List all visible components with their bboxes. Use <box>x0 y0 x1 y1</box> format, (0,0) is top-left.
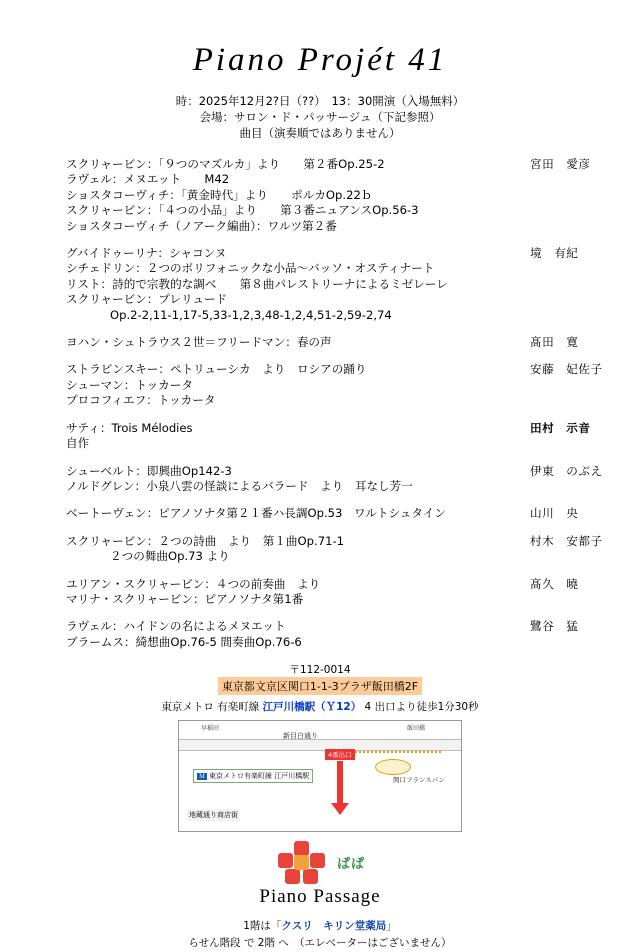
map-route-arrow-head <box>331 803 349 815</box>
performer-name: 境 有紀 <box>530 246 579 261</box>
performer-name: 髙久 曉 <box>530 576 579 591</box>
program-group <box>66 362 622 408</box>
map-label-iidabashi: 飯田橋 <box>407 725 426 733</box>
metro-icon: Ｍ <box>199 773 206 781</box>
program-group <box>66 335 622 350</box>
postal-code: 〒112-0014 <box>289 664 351 677</box>
page-title: Piano Projét 41 <box>192 42 448 78</box>
access-line-prefix: 東京メトロ 有楽町線 <box>161 701 260 714</box>
performer-name: 鷺谷 猛 <box>530 619 579 634</box>
map-station-marker <box>193 769 313 783</box>
map-station-label: 東京メトロ有楽町線 江戸川橋駅 <box>209 772 310 781</box>
logo-text: ぱぱ <box>336 856 365 872</box>
map-oval-shape <box>375 759 411 775</box>
map-dotted-path <box>355 751 441 753</box>
venue-footnote-line2: らせん階段 で 2階 へ （エレベーターはございません） <box>188 937 452 950</box>
performer-name: 安藤 妃佐子 <box>530 362 603 377</box>
program-line: シューベルト：即興曲Op142-3 <box>66 463 232 478</box>
program-line: シチェドリン：２つのポリフォニックな小品～バッソ・オスティナート <box>66 261 435 276</box>
program-group <box>66 506 622 521</box>
performer-name: 田村 示音 <box>530 420 591 435</box>
program-group <box>66 421 622 452</box>
access-line-suffix: 4 出口より徒歩1分30秒 <box>364 701 479 714</box>
program-line: ２つの舞曲Op.73 より <box>110 549 230 564</box>
program-line: プロコフィエフ：トッカータ <box>66 393 216 408</box>
header-info <box>0 93 640 141</box>
access-station: 江戸川橋駅（Ｙ12） <box>262 701 362 714</box>
event-note: 曲目（演奏順ではありません） <box>239 126 401 140</box>
map-exit-marker: 4番出口 <box>325 749 355 760</box>
program-line: ノルドグレン：小泉八雲の怪談によるバラード より 耳なし芳一 <box>66 478 413 493</box>
program-line: ラヴェル：ハイドンの名によるメヌエット <box>66 619 286 634</box>
location-map <box>178 720 462 832</box>
venue-name: Piano Passage <box>259 886 381 908</box>
program-line: グバイドゥーリナ：シャコンヌ <box>66 246 227 261</box>
access-info <box>0 699 640 714</box>
program-group <box>66 577 622 608</box>
performer-name: 村木 安都子 <box>530 533 603 548</box>
venue-address: 東京都文京区関口1-1-3プラザ飯田橋2F <box>218 677 422 695</box>
program-line: ブラームス：綺想曲Op.76-5 間奏曲Op.76-6 <box>66 634 302 649</box>
program-line: Op.2-2,11-1,17-5,33-1,2,3,48-1,2,4,51-2,59-2,74 <box>110 307 392 322</box>
program-line: マリナ・スクリャービン：ピアノソナタ第1番 <box>66 591 304 606</box>
performer-name: 宮田 愛彦 <box>530 157 591 171</box>
performer-name: 山川 央 <box>530 506 579 521</box>
program-group <box>66 619 622 650</box>
program-line: スクリャービン：「９つのマズルカ」より 第２番Op.25-2 <box>66 157 385 171</box>
footnote-pharmacy: クスリ キリン堂薬局 <box>281 920 387 933</box>
map-road-line <box>179 739 461 751</box>
footnote-prefix: 1階は「 <box>243 920 282 933</box>
program-line: ヨハン・シュトラウス２世＝フリードマン：春の声 <box>66 335 332 350</box>
program-line: 自作 <box>66 436 90 451</box>
map-road-label: 新目白通り <box>283 732 318 741</box>
program-group <box>66 464 622 495</box>
program-line: ユリアン・スクリャービン：４つの前奏曲 より <box>66 576 321 591</box>
program-line: ベートーヴェン：ピアノソナタ第２１番ハ長調Op.53 ワルトシュタイン <box>66 506 446 521</box>
event-datetime: 時：2025年12月2?日（??） 13：30開演（入場無料） <box>175 94 465 108</box>
program-list <box>0 157 640 650</box>
program-line: ショスタコーヴィチ：「黄金時代」より ポルカOp.22ｂ <box>66 187 373 202</box>
program-line: スクリャービン：２つの詩曲 より 第１曲Op.71-1 <box>66 533 345 548</box>
map-route-arrow-shaft <box>337 761 343 805</box>
program-line: シューマン：トッカータ <box>66 377 193 392</box>
program-group <box>66 157 622 234</box>
venue-footnote-line1 <box>0 918 640 935</box>
performer-name: 髙田 寛 <box>530 335 579 350</box>
program-line: サティ：Trois Mélodies <box>66 420 193 435</box>
event-venue: 会場：サロン・ド・パッサージュ（下記参照） <box>199 110 441 124</box>
footnote-suffix: 」 <box>386 920 397 933</box>
program-line: スクリャービン：プレリュード <box>66 292 228 307</box>
program-line: ラヴェル：メヌエット M42 <box>66 172 230 187</box>
performer-name: 伊東 のぶえ <box>530 463 603 478</box>
flower-icon <box>275 840 329 884</box>
venue-map-section <box>0 662 640 952</box>
map-label-bakery: 関口フランスパン <box>393 776 445 785</box>
flyer-page <box>0 42 640 950</box>
map-label-waseda: 早稲田 <box>201 725 220 733</box>
program-line: ショスタコーヴィチ（ノアーク編曲）：ワルツ第２番 <box>66 218 337 233</box>
program-group <box>66 534 622 565</box>
program-line: リスト：詩的で宗教的な調べ 第８曲パレストリーナによるミゼレーレ <box>66 276 448 291</box>
program-line: ストラビンスキー：ペトリューシカ より ロシアの踊り <box>66 362 367 377</box>
program-group <box>66 246 622 323</box>
venue-footnote <box>0 918 640 952</box>
program-line: スクリャービン：「４つの小品」より 第３番ニュアンスOp.56-3 <box>66 203 419 218</box>
venue-logo <box>179 840 461 884</box>
map-label-shopping-street: 地蔵通り商店街 <box>189 811 238 820</box>
